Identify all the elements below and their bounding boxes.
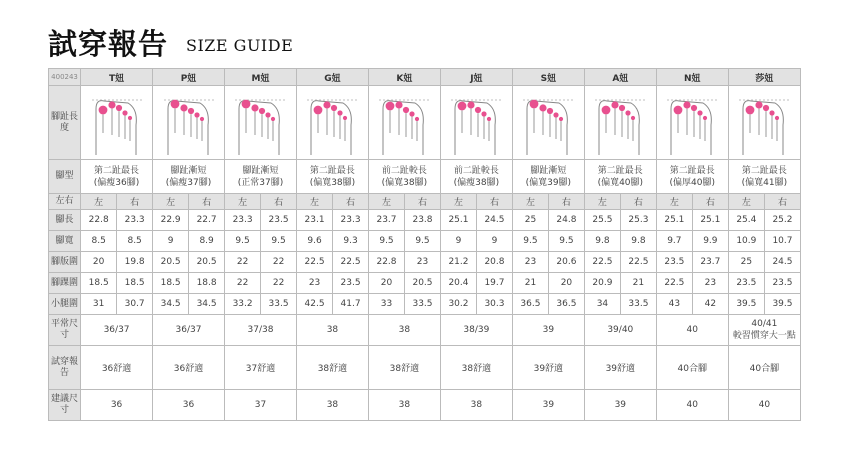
normal-size-cell [81,315,153,346]
calf-girth-right: 36.5 [549,294,585,315]
foot-width-right: 9.5 [261,231,297,252]
ankle-girth-left: 20 [368,273,404,294]
foot-type: 腳趾漸短 [530,165,567,176]
suggested-size-row [49,390,801,421]
normal-size-cell [225,315,297,346]
foot-length-left: 25.4 [728,210,764,231]
calf-girth-right: 41.7 [333,294,369,315]
foot-width-right: 9.5 [405,231,441,252]
foot-length-left: 25.1 [440,210,476,231]
suggested-size: 39 [512,390,584,421]
suggested-size: 36 [81,390,153,421]
instep-girth-row [49,252,801,273]
foot-illustration [81,86,153,160]
suggested-size: 39 [584,390,656,421]
calf-girth-right: 30.3 [477,294,513,315]
ankle-girth-right: 20.5 [405,273,441,294]
fit-report: 37舒適 [225,346,297,390]
foot-type-cell [656,160,728,194]
foot-length-right: 24.5 [477,210,513,231]
row-label-instep-girth: 腳版圍 [49,252,81,273]
calf-girth-right: 39.5 [764,294,800,315]
normal-size: 37/38 [247,325,274,335]
right-label: 右 [333,194,369,210]
fit-report: 39舒適 [584,346,656,390]
model-name: N妞 [656,69,728,86]
ankle-girth-left: 23.5 [728,273,764,294]
instep-girth-left: 22.8 [368,252,404,273]
suggested-size: 38 [296,390,368,421]
ankle-girth-left: 22 [225,273,261,294]
foot-width-left: 9.5 [225,231,261,252]
foot-toes-gradual-icon [231,89,289,157]
instep-girth-right: 19.8 [117,252,153,273]
foot-type-cell [225,160,297,194]
instep-girth-left: 22.5 [296,252,332,273]
foot-length-right: 23.8 [405,210,441,231]
model-name: J妞 [440,69,512,86]
normal-size-cell [440,315,512,346]
suggested-size: 40 [656,390,728,421]
foot-length-left: 22.9 [153,210,189,231]
foot-width-left: 8.5 [81,231,117,252]
foot-length-right: 25.1 [692,210,728,231]
foot-type: 第二趾最長 [309,165,355,176]
right-label: 右 [117,194,153,210]
foot-illustration [440,86,512,160]
instep-girth-left: 21.2 [440,252,476,273]
foot-width-left: 9.5 [368,231,404,252]
foot-type-cell [368,160,440,194]
ankle-girth-right: 21 [621,273,657,294]
foot-width-left: 9 [153,231,189,252]
foot-type-note: (偏瘦38腳) [453,177,500,188]
suggested-size: 37 [225,390,297,421]
ankle-girth-right: 18.8 [189,273,225,294]
foot-type-note: (偏寬38腳) [381,177,428,188]
foot-type-cell [728,160,800,194]
ankle-girth-right: 18.5 [117,273,153,294]
foot-width-right: 8.9 [189,231,225,252]
foot-type-note: (偏厚40腳) [669,177,715,188]
calf-girth-right: 42 [692,294,728,315]
ankle-girth-right: 23.5 [333,273,369,294]
foot-width-right: 9.9 [692,231,728,252]
normal-size-cell [728,315,800,346]
instep-girth-right: 23.7 [692,252,728,273]
normal-size-row [49,315,801,346]
foot-illustration [225,86,297,160]
fit-report: 38舒適 [440,346,512,390]
ankle-girth-right: 23 [692,273,728,294]
foot-length-left: 23.1 [296,210,332,231]
foot-type-note: (正常37腳) [237,177,284,188]
instep-girth-left: 20 [81,252,117,273]
foot-toes-gradual-icon [160,89,218,157]
foot-type-note: (偏瘦36腳) [93,177,140,188]
ankle-girth-left: 23 [296,273,332,294]
foot-length-left: 23.3 [225,210,261,231]
model-name: P妞 [153,69,225,86]
foot-toes-gradual-icon [519,89,577,157]
foot-width-right: 10.7 [764,231,800,252]
fit-report-row [49,346,801,390]
calf-girth-left: 34.5 [153,294,189,315]
calf-girth-left: 33.2 [225,294,261,315]
instep-girth-right: 22 [261,252,297,273]
foot-illustration [368,86,440,160]
foot-type-cell [153,160,225,194]
right-label: 右 [692,194,728,210]
instep-girth-right: 22.5 [621,252,657,273]
fit-report: 38舒適 [368,346,440,390]
instep-girth-right: 22.5 [333,252,369,273]
calf-girth-left: 34 [584,294,620,315]
foot-length-left: 22.8 [81,210,117,231]
fit-report: 38舒適 [296,346,368,390]
normal-size: 38 [326,325,339,335]
fit-report: 36舒適 [153,346,225,390]
ankle-girth-left: 18.5 [81,273,117,294]
foot-illustration [584,86,656,160]
left-label: 左 [728,194,764,210]
foot-length-right: 23.3 [333,210,369,231]
right-label: 右 [477,194,513,210]
foot-width-left: 9.6 [296,231,332,252]
model-name: A妞 [584,69,656,86]
foot-width-right: 9.3 [333,231,369,252]
model-name: M妞 [225,69,297,86]
model-name: 莎妞 [728,69,800,86]
row-label-calf-girth: 小腿圍 [49,294,81,315]
foot-width-left: 9.8 [584,231,620,252]
normal-size: 36/37 [103,325,130,335]
normal-size: 38 [398,325,411,335]
foot-front-toes-longer-icon [375,89,433,157]
foot-type: 第二趾最長 [669,165,715,176]
foot-type-cell [296,160,368,194]
normal-size: 36/37 [175,325,202,335]
row-label-suggested-size: 建議尺寸 [49,390,81,421]
normal-size: 40/41 [751,319,778,329]
model-name: S妞 [512,69,584,86]
right-label: 右 [189,194,225,210]
foot-width-left: 10.9 [728,231,764,252]
foot-type: 前二趾較長 [381,165,427,176]
calf-girth-right: 34.5 [189,294,225,315]
left-label: 左 [153,194,189,210]
normal-size: 40 [686,325,698,335]
row-label-foot-length: 腳長 [49,210,81,231]
foot-type: 前二趾較長 [453,165,499,176]
normal-size-cell [296,315,368,346]
instep-girth-left: 20.5 [153,252,189,273]
row-label-foot-width: 腳寬 [49,231,81,252]
foot-type-note: (偏瘦37腳) [165,177,212,188]
fit-report: 36舒適 [81,346,153,390]
foot-length-right: 22.7 [189,210,225,231]
foot-type-note: (偏寬39腳) [525,177,572,188]
row-label-normal-size: 平常尺寸 [49,315,81,346]
normal-size: 39 [542,325,555,335]
model-name: T妞 [81,69,153,86]
foot-type: 第二趾最長 [597,165,643,176]
calf-girth-right: 30.7 [117,294,153,315]
foot-illustration [512,86,584,160]
normal-size-cell [584,315,656,346]
calf-girth-left: 31 [81,294,117,315]
foot-type-cell [512,160,584,194]
ankle-girth-left: 20.4 [440,273,476,294]
foot-illustration [296,86,368,160]
foot-width-right: 8.5 [117,231,153,252]
left-label: 左 [225,194,261,210]
calf-girth-right: 33.5 [405,294,441,315]
ankle-girth-left: 20.9 [584,273,620,294]
left-label: 左 [81,194,117,210]
foot-type-cell [584,160,656,194]
instep-girth-left: 23 [512,252,548,273]
foot-type-note: (偏寬38腳) [309,177,356,188]
foot-type: 腳趾漸短 [170,165,207,176]
foot-length-right: 25.2 [764,210,800,231]
ankle-girth-right: 22 [261,273,297,294]
foot-type-note: (偏寬40腳) [597,177,644,188]
row-label-fit-report: 試穿報告 [49,346,81,390]
calf-girth-left: 36.5 [512,294,548,315]
product-code: 400243 [49,69,81,86]
normal-size-cell [656,315,728,346]
row-label-toe-length: 腳趾長度 [49,86,81,160]
row-label-foot-type: 腳型 [49,160,81,194]
foot-length-right: 24.8 [549,210,585,231]
foot-type-note: (偏寬41腳) [741,177,788,188]
ankle-girth-row [49,273,801,294]
suggested-size: 38 [440,390,512,421]
foot-second-toe-longest-icon [591,89,649,157]
right-label: 右 [549,194,585,210]
instep-girth-right: 24.5 [764,252,800,273]
row-label-left-right: 左右 [49,194,81,210]
foot-width-row [49,231,801,252]
foot-length-right: 25.3 [621,210,657,231]
calf-girth-left: 42.5 [296,294,332,315]
foot-width-left: 9 [440,231,476,252]
page-subtitle: SIZE GUIDE [186,36,294,55]
instep-girth-left: 25 [728,252,764,273]
fit-report: 40合腳 [656,346,728,390]
left-label: 左 [656,194,692,210]
normal-size-cell [512,315,584,346]
suggested-size: 38 [368,390,440,421]
left-label: 左 [296,194,332,210]
fit-report: 40合腳 [728,346,800,390]
normal-size: 38/39 [463,325,490,335]
suggested-size: 40 [728,390,800,421]
instep-girth-left: 22 [225,252,261,273]
foot-length-right: 23.3 [117,210,153,231]
calf-girth-row [49,294,801,315]
foot-second-toe-longest-icon [735,89,793,157]
instep-girth-right: 23 [405,252,441,273]
ankle-girth-left: 21 [512,273,548,294]
suggested-size: 36 [153,390,225,421]
right-label: 右 [764,194,800,210]
fit-report: 39舒適 [512,346,584,390]
foot-illustration [728,86,800,160]
ankle-girth-right: 19.7 [477,273,513,294]
ankle-girth-right: 23.5 [764,273,800,294]
row-label-ankle-girth: 腳踝圍 [49,273,81,294]
foot-type-row [49,160,801,194]
calf-girth-right: 33.5 [261,294,297,315]
calf-girth-right: 33.5 [621,294,657,315]
foot-illustration [153,86,225,160]
foot-length-left: 25.1 [656,210,692,231]
foot-width-right: 9 [477,231,513,252]
instep-girth-right: 20.5 [189,252,225,273]
left-label: 左 [512,194,548,210]
toe-length-row [49,86,801,160]
normal-size-cell [368,315,440,346]
right-label: 右 [261,194,297,210]
normal-size: 39/40 [607,325,634,335]
foot-width-right: 9.5 [549,231,585,252]
foot-length-row [49,210,801,231]
model-name: G妞 [296,69,368,86]
foot-second-toe-longest-icon [88,89,146,157]
right-label: 右 [621,194,657,210]
ankle-girth-left: 18.5 [153,273,189,294]
normal-size-cell [153,315,225,346]
instep-girth-left: 22.5 [584,252,620,273]
calf-girth-left: 39.5 [728,294,764,315]
foot-type-cell [440,160,512,194]
foot-illustration [656,86,728,160]
foot-front-toes-longer-icon [447,89,505,157]
foot-second-toe-longest-icon [663,89,721,157]
normal-size-note: 較習慣穿大一點 [732,331,796,341]
left-label: 左 [440,194,476,210]
calf-girth-left: 30.2 [440,294,476,315]
foot-length-left: 25 [512,210,548,231]
foot-type: 腳趾漸短 [242,165,279,176]
foot-type-cell [81,160,153,194]
foot-type: 第二趾最長 [741,165,787,176]
left-label: 左 [584,194,620,210]
instep-girth-left: 23.5 [656,252,692,273]
page-title: 試穿報告 [48,27,169,61]
foot-width-right: 9.8 [621,231,657,252]
instep-girth-right: 20.6 [549,252,585,273]
foot-width-left: 9.7 [656,231,692,252]
calf-girth-left: 33 [368,294,404,315]
right-label: 右 [405,194,441,210]
header-row [49,69,801,86]
calf-girth-left: 43 [656,294,692,315]
instep-girth-right: 20.8 [477,252,513,273]
left-right-row [49,194,801,210]
foot-type: 第二趾最長 [94,165,140,176]
foot-width-left: 9.5 [512,231,548,252]
left-label: 左 [368,194,404,210]
size-guide-table [48,68,801,421]
model-name: K妞 [368,69,440,86]
foot-length-left: 23.7 [368,210,404,231]
ankle-girth-right: 20 [549,273,585,294]
ankle-girth-left: 22.5 [656,273,692,294]
foot-second-toe-longest-icon [303,89,361,157]
foot-length-left: 25.5 [584,210,620,231]
foot-length-right: 23.5 [261,210,297,231]
